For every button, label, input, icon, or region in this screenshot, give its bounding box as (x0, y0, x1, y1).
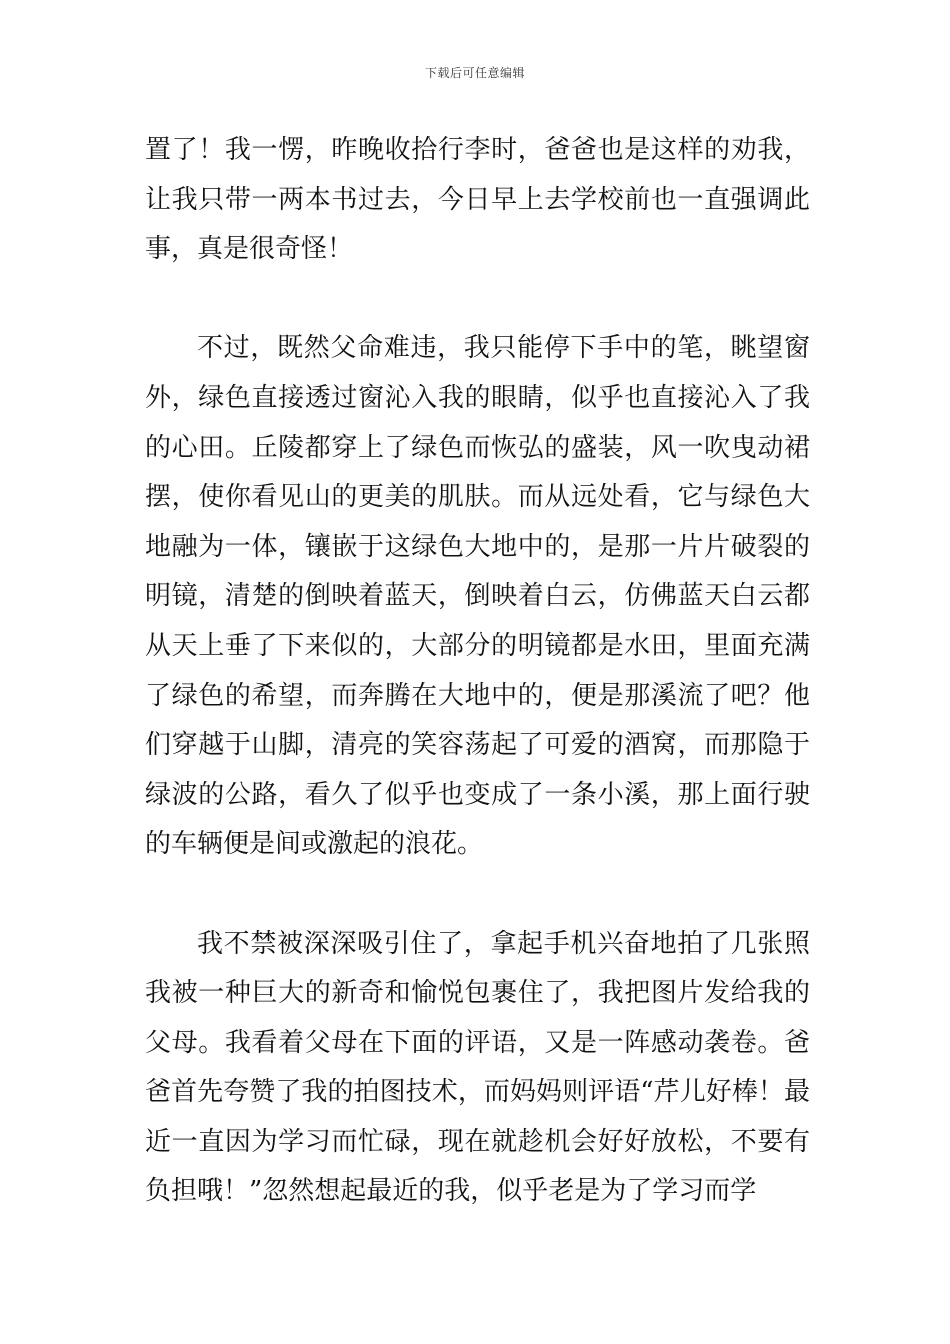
paragraph-gap (145, 275, 810, 325)
document-body (145, 126, 810, 1217)
paragraph-2: 不过，既然父命难违，我只能停下手中的笔，眺望窗外，绿色直接透过窗沁入我的眼睛，似乎也直接沁入了我的心田。丘陵都穿上了绿色而恢弘的盛装，风一吹曳动裙摆，使你看见山的更美的肌肤。而从远处看，它与绿色大地融为一体，镶嵌于这绿色大地中的，是那一片片破裂的明镜，清楚的倒映着蓝天，倒映着白云，仿佛蓝天白云都从天上垂了下来似的，大部分的明镜都是水田，里面充满了绿色的希望，而奔腾在大地中的，便是那溪流了吧？他们穿越于山脚，清亮的笑容荡起了可爱的酒窝，而那隐于绿波的公路，看久了似乎也变成了一条小溪，那上面行驶的车辆便是间或激起的浪花。 (145, 333, 810, 860)
paragraph-3: 我不禁被深深吸引住了，拿起手机兴奋地拍了几张照我被一种巨大的新奇和愉悦包裹住了，我把图片发给我的父母。我看着父母在下面的评语，又是一阵感动袭卷。爸爸首先夸赞了我的拍图技术，而妈妈则评语“芹儿好棒！最近一直因为学习而忙碌，现在就趁机会好好放松，不要有负担哦！”忽然想起最近的我，似乎老是为了学习而学 (145, 928, 810, 1207)
page-header-note: 下载后可任意编辑 (424, 66, 525, 80)
paragraph-gap (145, 870, 810, 920)
paragraph-1: 置了！我一愣，昨晚收拾行李时，爸爸也是这样的劝我，让我只带一两本书过去，今日早上去学校前也一直强调此事，真是很奇怪！ (145, 135, 810, 265)
